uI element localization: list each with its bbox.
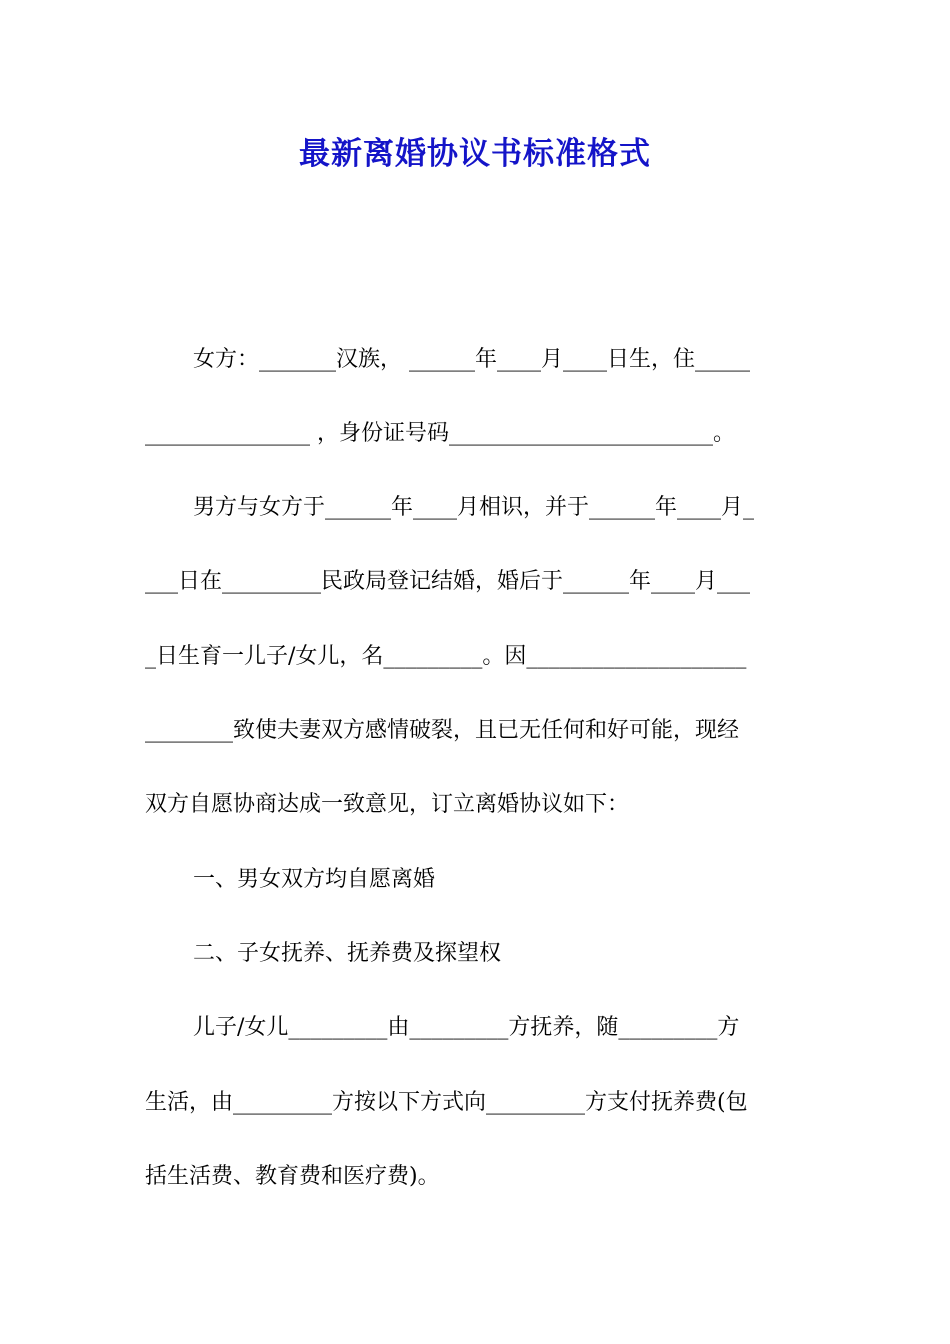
paragraph-line-breakdown: ________致使夫妻双方感情破裂，且已无任何和好可能，现经 [145,718,740,743]
paragraph-line-support-payment: 生活，由_________方按以下方式向_________方支付抚养费(包 [145,1090,748,1115]
paragraph-line-support-items: 括生活费、教育费和医疗费)。 [145,1164,440,1189]
section-heading-divorce: 一、男女双方均自愿离婚 [193,867,436,892]
document-title: 最新离婚协议书标准格式 [299,136,651,172]
paragraph-line-marriage-registration: ___日在_________民政局登记结婚，婚后于______年____月___ [145,569,751,594]
paragraph-line-custody: 儿子/女儿_________由_________方抚养，随_________方 [193,1015,740,1040]
section-heading-child-support: 二、子女抚养、抚养费及探望权 [193,941,502,966]
paragraph-line-agreement: 双方自愿协商达成一致意见，订立离婚协议如下： [145,792,630,817]
paragraph-line-woman-info: 女方：_______汉族， ______年____月____日生，住_____ [193,347,750,372]
paragraph-line-child-birth: _日生育一儿子/女儿，名_________。因____________________ [145,644,747,669]
paragraph-line-id-number: _______________ ，身份证号码________________________。 [145,421,735,446]
paragraph-line-acquaintance: 男方与女方于______年____月相识，并于______年____月_ [193,495,755,520]
